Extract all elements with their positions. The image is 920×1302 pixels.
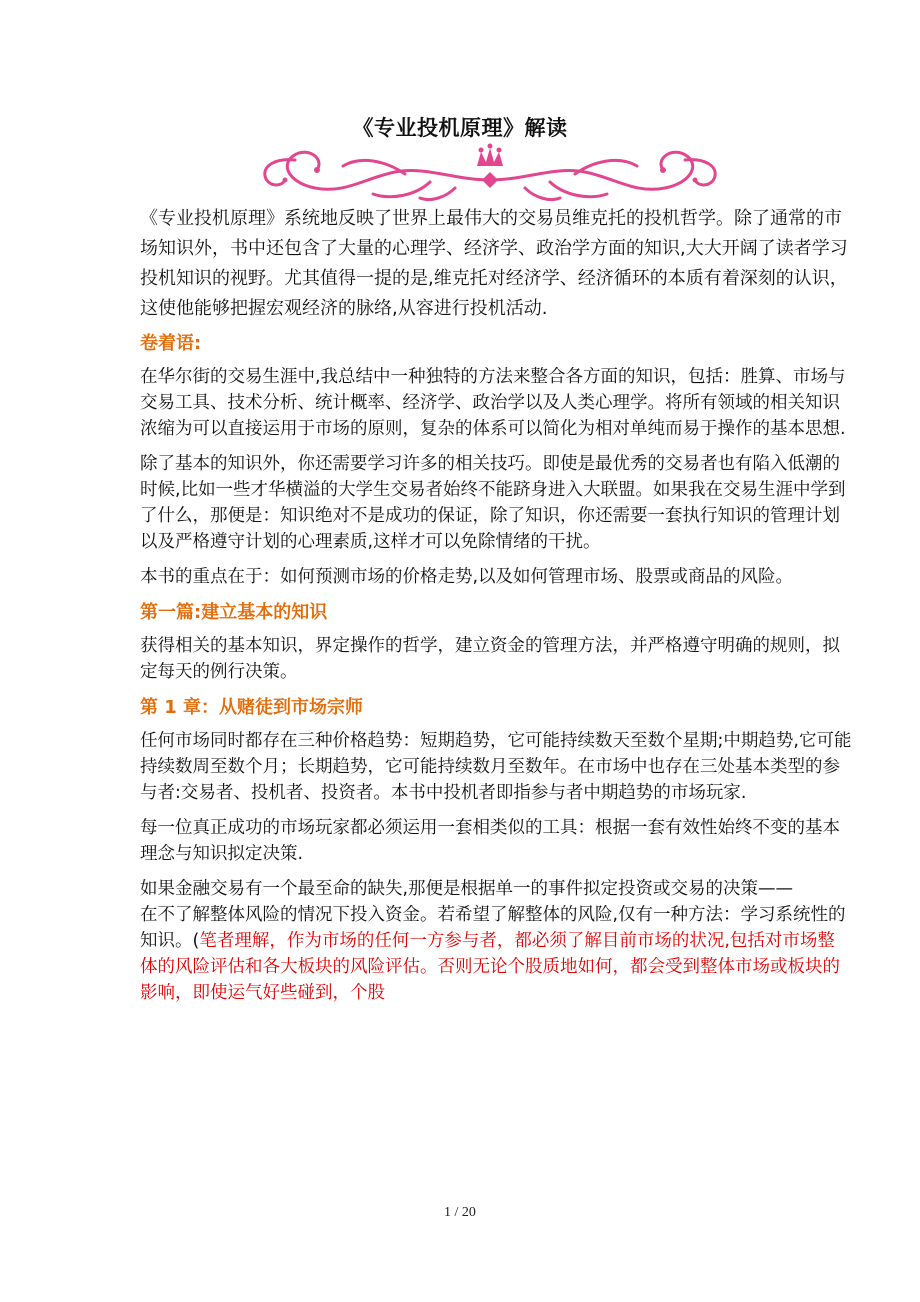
page-number: 1 / 20: [444, 1205, 476, 1220]
author-annotation: 笔者理解，作为市场的任何一方参与者，都必须了解目前市场的状况,包括对市场整体的风险评估和各大板块的风险评估。否则无论个股质地如何，都会受到整体市场或板块的影响，即使运气好些碰到，个股: [140, 931, 840, 1003]
chapter1-heading: 第 1 章：从赌徒到市场宗师: [140, 697, 364, 718]
document-title: 《专业投机原理》解读: [352, 115, 568, 140]
document-body: [140, 204, 852, 1015]
preface-paragraph-3: 本书的重点在于：如何预测市场的价格走势,以及如何管理市场、股票或商品的风险。: [140, 567, 794, 587]
chapter1-paragraph-4-text: 在不了解整体风险的情况下投入资金。若希望了解整体的风险,仅有一种方法：学习系统性的知识。(: [140, 905, 846, 951]
chapter1-paragraph-4: [140, 902, 852, 1006]
preface-paragraph-2: 除了基本的知识外，你还需要学习许多的相关技巧。即使是最优秀的交易者也有陷入低潮的时候,比如一些才华横溢的大学生交易者始终不能跻身进入大联盟。如果我在交易生涯中学到了什么，那便是：知识绝对不是成功的保证，除了知识，你还需要一套执行知识的管理计划以及严格遵守计划的心理素质,这样才可以免除情绪的干扰。: [140, 454, 846, 552]
intro-paragraph: 《专业投机原理》系统地反映了世界上最伟大的交易员维克托的投机哲学。除了通常的市场知识外，书中还包含了大量的心理学、经济学、政治学方面的知识,大大开阔了读者学习投机知识的视野。尤其值得一提的是,维克托对经济学、经济循环的本质有着深刻的认识，这使他能够把握宏观经济的脉络,从容进行投机活动.: [140, 208, 848, 319]
chapter1-paragraph-1: 任何市场同时都存在三种价格趋势：短期趋势，它可能持续数天至数个星期;中期趋势,它可能持续数周至数个月；长期趋势，它可能持续数月至数年。在市场中也存在三处基本类型的参与者:交易者、投机者、投资者。本书中投机者即指参与者中期趋势的市场玩家.: [140, 731, 852, 803]
part1-heading: 第一篇:建立基本的知识: [140, 602, 328, 623]
chapter1-paragraph-3: 如果金融交易有一个最至命的缺失,那便是根据单一的事件拟定投资或交易的决策——: [140, 879, 794, 899]
preface-heading: 卷着语:: [140, 333, 202, 354]
preface-paragraph-1: 在华尔街的交易生涯中,我总结中一种独特的方法来整合各方面的知识，包括：胜算、市场与交易工具、技术分析、统计概率、经济学、政治学以及人类心理学。将所有领域的相关知识浓缩为可以直接运用于市场的原则，复杂的体系可以简化为相对单纯而易于操作的基本思想.: [140, 367, 846, 439]
part1-paragraph-1: 获得相关的基本知识，界定操作的哲学，建立资金的管理方法，并严格遵守明确的规则，拟定每天的例行决策。: [140, 636, 840, 682]
decorative-divider-icon: [255, 136, 725, 206]
chapter1-paragraph-2: 每一位真正成功的市场玩家都必须运用一套相类似的工具：根据一套有效性始终不变的基本理念与知识拟定决策.: [140, 818, 840, 864]
